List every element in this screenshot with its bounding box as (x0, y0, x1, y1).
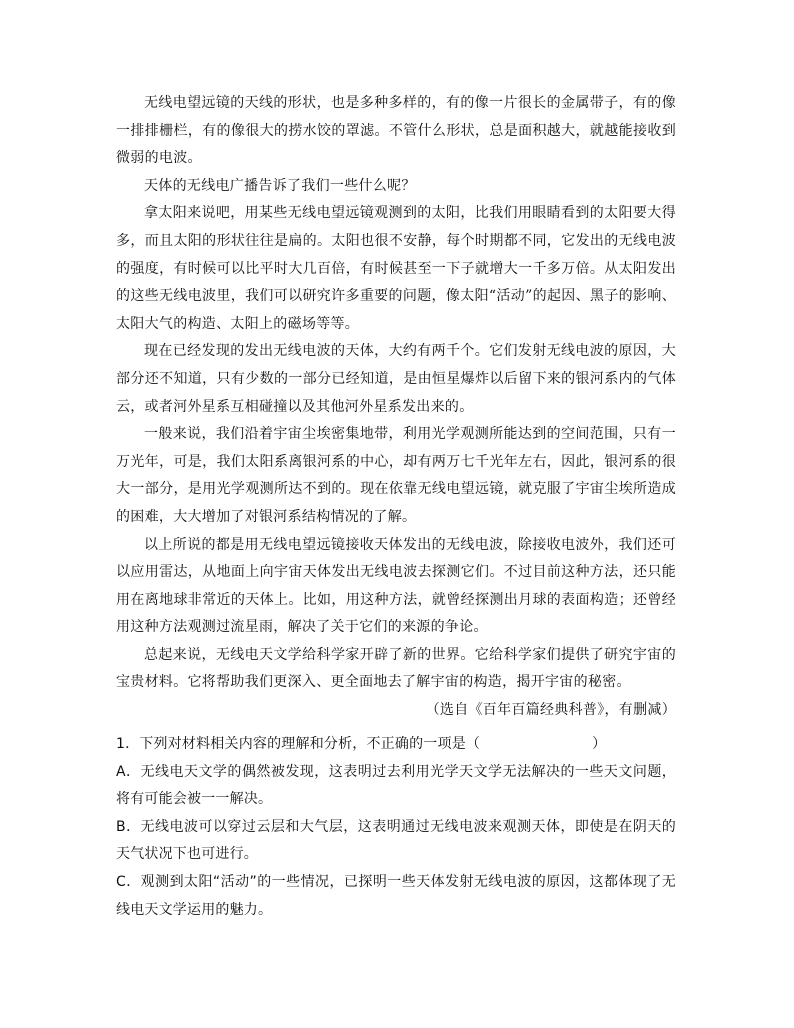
option-c: C．观测到太阳“活动”的一些情况，已探明一些天体发射无线电波的原因，这都体现了无线电天文学运用的魅力。 (116, 873, 676, 918)
option-a: A．无线电天文学的偶然被发现，这表明过去利用光学天文学无法解决的一些天文问题，将有可能会被一一解决。 (116, 763, 676, 808)
passage-source: （选自《百年百篇经典科普》，有删减） (425, 702, 676, 719)
question-stem-close: ） (592, 736, 607, 752)
passage-paragraph-4: 现在已经发现的发出无线电波的天体，大约有两千个。它们发射无线电波的原因，大部分还不知道，只有少数的一部分已经知道，是由恒星爆炸以后留下来的银河系内的气体云，或者河外星系互相碰撞以及其他河外星系发出来的。 (116, 343, 676, 415)
passage-paragraph-3: 拿太阳来说吧，用某些无线电望远镜观测到的太阳，比我们用眼睛看到的太阳要大得多，而且太阳的形状往往是扁的。太阳也很不安静，每个时期都不同，它发出的无线电波的强度，有时候可以比平时大几百倍，有时候甚至一下子就增大一千多万倍。从太阳发出的这些无线电波里，我们可以研究许多重要的问题，像太阳“活动”的起因、黑子的影响、太阳大气的构造、太阳上的磁场等等。 (116, 205, 676, 332)
passage-paragraph-5: 一般来说，我们沿着宇宙尘埃密集地带，利用光学观测所能达到的空间范围，只有一万光年，可是，我们太阳系离银河系的中心，却有两万七千光年左右，因此，银河系的很大一部分，是用光学观测所达不到的。现在依靠无线电望远镜，就克服了宇宙尘埃所造成的困难，大大增加了对银河系结构情况的了解。 (116, 426, 676, 525)
passage-paragraph-2: 天体的无线电广播告诉了我们一些什么呢？ (144, 177, 416, 194)
question-stem-text: 1．下列对材料相关内容的理解和分析，不正确的一项是（ (116, 736, 481, 752)
passage-paragraph-7: 总起来说，无线电天文学给科学家开辟了新的世界。它给科学家们提供了研究宇宙的宝贵材料。它将帮助我们更深入、更全面地去了解宇宙的构造，揭开宇宙的秘密。 (116, 646, 676, 691)
question-stem (116, 731, 676, 759)
option-b: B．无线电波可以穿过云层和大气层，这表明通过无线电波来观测天体，即使是在阴天的天气状况下也可进行。 (116, 818, 676, 863)
passage-paragraph-1: 无线电望远镜的天线的形状，也是多种多样的，有的像一片很长的金属带子，有的像一排排栅栏，有的像很大的捞水饺的罩滤。不管什么形状，总是面积越大，就越能接收到微弱的电波。 (116, 95, 676, 167)
reading-passage (116, 90, 676, 725)
question-block (116, 731, 676, 924)
passage-paragraph-6: 以上所说的都是用无线电望远镜接收天体发出的无线电波，除接收电波外，我们还可以应用雷达，从地面上向宇宙天体发出无线电波去探测它们。不过目前这种方法，还只能用在离地球非常近的天体上。比如，用这种方法，就曾经探测出月球的表面构造；还曾经用这种方法观测过流星雨，解决了关于它们的来源的争论。 (116, 536, 676, 636)
